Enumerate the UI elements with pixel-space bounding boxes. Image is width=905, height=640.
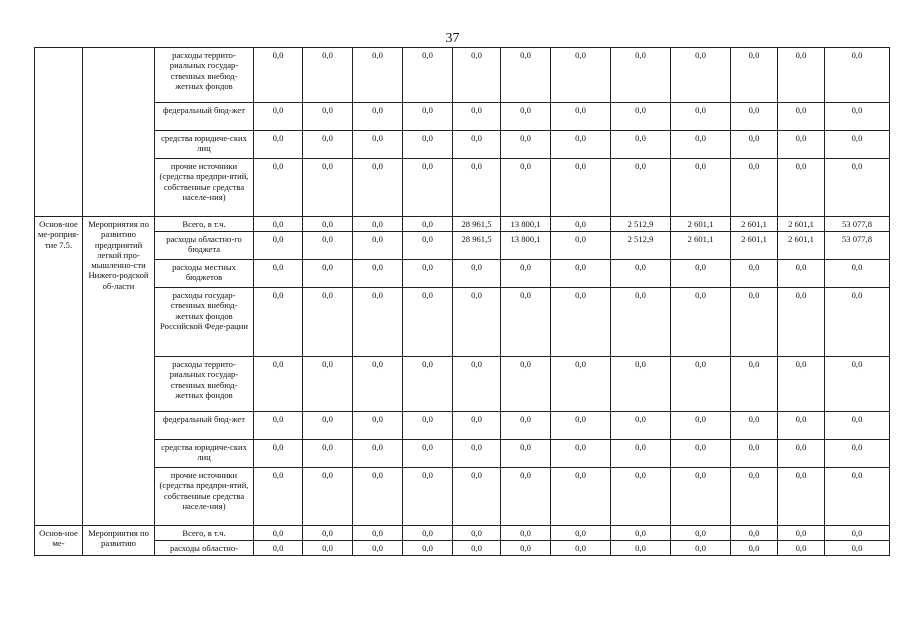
value-cell: 0,0: [731, 260, 778, 288]
event-name-cell: Мероприятия по развитию: [83, 526, 155, 556]
value-cell: 0,0: [303, 541, 353, 556]
value-cell: 0,0: [353, 440, 403, 468]
value-cell: 0,0: [671, 526, 731, 541]
table-row: [35, 260, 890, 288]
value-cell: 0,0: [453, 468, 501, 526]
table-row: [35, 412, 890, 440]
value-cell: 0,0: [403, 541, 453, 556]
value-cell: 0,0: [825, 260, 890, 288]
value-cell: 0,0: [501, 288, 551, 357]
value-cell: 0,0: [825, 468, 890, 526]
value-cell: 0,0: [731, 159, 778, 217]
value-cell: 0,0: [403, 103, 453, 131]
value-cell: 0,0: [731, 526, 778, 541]
value-cell: 0,0: [353, 468, 403, 526]
value-cell: 0,0: [353, 103, 403, 131]
value-cell: 0,0: [611, 103, 671, 131]
value-cell: 0,0: [731, 48, 778, 103]
value-cell: 0,0: [353, 260, 403, 288]
value-cell: 0,0: [501, 48, 551, 103]
value-cell: 0,0: [611, 440, 671, 468]
page-number: 37: [445, 31, 460, 46]
funding-source-cell: расходы областно-го бюджета: [155, 232, 254, 260]
value-cell: 0,0: [303, 440, 353, 468]
value-cell: 0,0: [825, 288, 890, 357]
value-cell: 0,0: [671, 357, 731, 412]
value-cell: 0,0: [501, 260, 551, 288]
value-cell: 28 961,5: [453, 232, 501, 260]
value-cell: 0,0: [778, 103, 825, 131]
value-cell: 2 601,1: [731, 232, 778, 260]
value-cell: 0,0: [403, 526, 453, 541]
value-cell: 2 512,9: [611, 217, 671, 232]
funding-source-cell: федеральный бюд-жет: [155, 412, 254, 440]
table-row: [35, 357, 890, 412]
value-cell: 0,0: [825, 48, 890, 103]
funding-source-cell: Всего, в т.ч.: [155, 217, 254, 232]
value-cell: 0,0: [254, 48, 303, 103]
value-cell: 0,0: [353, 357, 403, 412]
value-cell: 0,0: [671, 288, 731, 357]
event-number-cell: Основ-ное ме-роприя-тие 7.5.: [35, 217, 83, 526]
value-cell: 0,0: [671, 440, 731, 468]
value-cell: 0,0: [671, 412, 731, 440]
event-number-cell: [35, 48, 83, 217]
value-cell: 0,0: [254, 103, 303, 131]
value-cell: 0,0: [611, 48, 671, 103]
value-cell: 0,0: [254, 468, 303, 526]
value-cell: 0,0: [501, 412, 551, 440]
value-cell: 0,0: [731, 468, 778, 526]
value-cell: 0,0: [825, 412, 890, 440]
value-cell: 0,0: [403, 357, 453, 412]
value-cell: 0,0: [254, 412, 303, 440]
value-cell: 2 601,1: [671, 217, 731, 232]
table-row: [35, 288, 890, 357]
value-cell: 0,0: [551, 232, 611, 260]
funding-source-cell: расходы террито-риальных государ-ственных внебюд-жетных фондов: [155, 48, 254, 103]
value-cell: 0,0: [254, 288, 303, 357]
value-cell: 0,0: [303, 131, 353, 159]
value-cell: 0,0: [825, 541, 890, 556]
value-cell: 0,0: [403, 217, 453, 232]
value-cell: 0,0: [778, 357, 825, 412]
value-cell: 0,0: [303, 232, 353, 260]
value-cell: 0,0: [551, 131, 611, 159]
value-cell: 0,0: [303, 288, 353, 357]
table-row: [35, 468, 890, 526]
table-row: [35, 541, 890, 556]
value-cell: 0,0: [671, 48, 731, 103]
value-cell: 2 601,1: [778, 232, 825, 260]
value-cell: 0,0: [825, 440, 890, 468]
value-cell: 0,0: [731, 288, 778, 357]
value-cell: 0,0: [825, 159, 890, 217]
value-cell: 0,0: [254, 541, 303, 556]
value-cell: 0,0: [353, 232, 403, 260]
value-cell: 0,0: [671, 131, 731, 159]
value-cell: 0,0: [551, 159, 611, 217]
value-cell: 0,0: [303, 103, 353, 131]
value-cell: 0,0: [403, 131, 453, 159]
value-cell: 0,0: [778, 541, 825, 556]
value-cell: 0,0: [778, 48, 825, 103]
value-cell: 0,0: [254, 440, 303, 468]
value-cell: 0,0: [671, 260, 731, 288]
funding-source-cell: расходы местных бюджетов: [155, 260, 254, 288]
value-cell: 0,0: [501, 440, 551, 468]
value-cell: 2 601,1: [778, 217, 825, 232]
value-cell: 0,0: [825, 357, 890, 412]
value-cell: 0,0: [611, 357, 671, 412]
value-cell: 0,0: [453, 159, 501, 217]
value-cell: 0,0: [303, 468, 353, 526]
value-cell: 0,0: [778, 131, 825, 159]
value-cell: 0,0: [403, 440, 453, 468]
value-cell: 0,0: [501, 103, 551, 131]
value-cell: 0,0: [501, 541, 551, 556]
value-cell: 0,0: [303, 48, 353, 103]
value-cell: 0,0: [611, 288, 671, 357]
funding-source-cell: расходы государ-ственных внебюд-жетных фондов Российской Феде-рации: [155, 288, 254, 357]
funding-source-cell: Всего, в т.ч.: [155, 526, 254, 541]
value-cell: 0,0: [778, 468, 825, 526]
value-cell: 0,0: [453, 260, 501, 288]
value-cell: 0,0: [611, 412, 671, 440]
value-cell: 0,0: [731, 541, 778, 556]
value-cell: 0,0: [611, 260, 671, 288]
value-cell: 0,0: [501, 131, 551, 159]
value-cell: 0,0: [353, 217, 403, 232]
value-cell: 0,0: [353, 526, 403, 541]
table-row: [35, 217, 890, 232]
value-cell: 0,0: [453, 288, 501, 357]
value-cell: 0,0: [551, 288, 611, 357]
value-cell: 0,0: [551, 468, 611, 526]
value-cell: 0,0: [778, 260, 825, 288]
value-cell: 53 077,8: [825, 232, 890, 260]
value-cell: 0,0: [453, 412, 501, 440]
value-cell: 28 961,5: [453, 217, 501, 232]
value-cell: 0,0: [254, 131, 303, 159]
event-name-cell: Мероприятия по развитию предприятий легкой про-мышленно-сти Нижего-родской об-ласти: [83, 217, 155, 526]
funding-source-cell: прочие источники (средства предпри-ятий, собственные средства населе-ния): [155, 159, 254, 217]
value-cell: 0,0: [453, 526, 501, 541]
value-cell: 0,0: [303, 217, 353, 232]
value-cell: 0,0: [778, 412, 825, 440]
value-cell: 0,0: [303, 159, 353, 217]
value-cell: 0,0: [551, 412, 611, 440]
value-cell: 0,0: [611, 541, 671, 556]
value-cell: 0,0: [353, 48, 403, 103]
table-row: [35, 232, 890, 260]
value-cell: 0,0: [353, 159, 403, 217]
value-cell: 0,0: [501, 159, 551, 217]
event-name-cell: [83, 48, 155, 217]
funding-source-cell: расходы террито-риальных государ-ственных внебюд-жетных фондов: [155, 357, 254, 412]
value-cell: 0,0: [551, 440, 611, 468]
value-cell: 0,0: [353, 131, 403, 159]
value-cell: 0,0: [303, 260, 353, 288]
value-cell: 0,0: [453, 357, 501, 412]
value-cell: 0,0: [303, 357, 353, 412]
value-cell: 0,0: [403, 412, 453, 440]
value-cell: 0,0: [254, 260, 303, 288]
value-cell: 0,0: [551, 526, 611, 541]
value-cell: 0,0: [453, 131, 501, 159]
value-cell: 0,0: [611, 159, 671, 217]
value-cell: 0,0: [778, 288, 825, 357]
value-cell: 0,0: [403, 48, 453, 103]
funding-source-cell: федеральный бюд-жет: [155, 103, 254, 131]
table-row: [35, 440, 890, 468]
table-row: [35, 131, 890, 159]
value-cell: 0,0: [825, 131, 890, 159]
table-row: [35, 526, 890, 541]
value-cell: 0,0: [254, 526, 303, 541]
value-cell: 0,0: [453, 440, 501, 468]
value-cell: 0,0: [453, 541, 501, 556]
funding-source-cell: средства юридиче-ских лиц: [155, 440, 254, 468]
value-cell: 0,0: [731, 440, 778, 468]
value-cell: 0,0: [551, 357, 611, 412]
value-cell: 0,0: [303, 412, 353, 440]
value-cell: 0,0: [611, 526, 671, 541]
table-row: [35, 48, 890, 103]
value-cell: 0,0: [731, 412, 778, 440]
value-cell: 0,0: [731, 103, 778, 131]
value-cell: 0,0: [551, 260, 611, 288]
value-cell: 0,0: [403, 232, 453, 260]
value-cell: 0,0: [671, 468, 731, 526]
value-cell: 0,0: [403, 288, 453, 357]
value-cell: 0,0: [825, 526, 890, 541]
value-cell: 0,0: [453, 103, 501, 131]
value-cell: 0,0: [501, 526, 551, 541]
value-cell: 0,0: [353, 541, 403, 556]
value-cell: 0,0: [671, 103, 731, 131]
value-cell: 0,0: [551, 541, 611, 556]
value-cell: 0,0: [611, 131, 671, 159]
value-cell: 0,0: [778, 159, 825, 217]
event-number-cell: Основ-ное ме-: [35, 526, 83, 556]
value-cell: 0,0: [778, 526, 825, 541]
value-cell: 0,0: [551, 103, 611, 131]
value-cell: 0,0: [778, 440, 825, 468]
value-cell: 0,0: [254, 217, 303, 232]
value-cell: 0,0: [453, 48, 501, 103]
budget-table: [34, 47, 890, 556]
value-cell: 0,0: [671, 541, 731, 556]
funding-source-cell: расходы областно-: [155, 541, 254, 556]
value-cell: 13 800,1: [501, 217, 551, 232]
value-cell: 0,0: [731, 357, 778, 412]
value-cell: 0,0: [501, 357, 551, 412]
value-cell: 0,0: [353, 412, 403, 440]
value-cell: 2 512,9: [611, 232, 671, 260]
value-cell: 0,0: [353, 288, 403, 357]
value-cell: 0,0: [303, 526, 353, 541]
value-cell: 0,0: [731, 131, 778, 159]
value-cell: 0,0: [403, 468, 453, 526]
value-cell: 0,0: [254, 232, 303, 260]
value-cell: 0,0: [825, 103, 890, 131]
table-row: [35, 159, 890, 217]
value-cell: 2 601,1: [731, 217, 778, 232]
value-cell: 0,0: [403, 260, 453, 288]
value-cell: 0,0: [403, 159, 453, 217]
value-cell: 0,0: [551, 48, 611, 103]
value-cell: 53 077,8: [825, 217, 890, 232]
value-cell: 0,0: [254, 159, 303, 217]
value-cell: 0,0: [551, 217, 611, 232]
funding-source-cell: прочие источники (средства предпри-ятий, собственные средства населе-ния): [155, 468, 254, 526]
table-row: [35, 103, 890, 131]
value-cell: 0,0: [671, 159, 731, 217]
funding-source-cell: средства юридиче-ских лиц: [155, 131, 254, 159]
value-cell: 0,0: [611, 468, 671, 526]
value-cell: 0,0: [254, 357, 303, 412]
value-cell: 13 800,1: [501, 232, 551, 260]
value-cell: 2 601,1: [671, 232, 731, 260]
value-cell: 0,0: [501, 468, 551, 526]
